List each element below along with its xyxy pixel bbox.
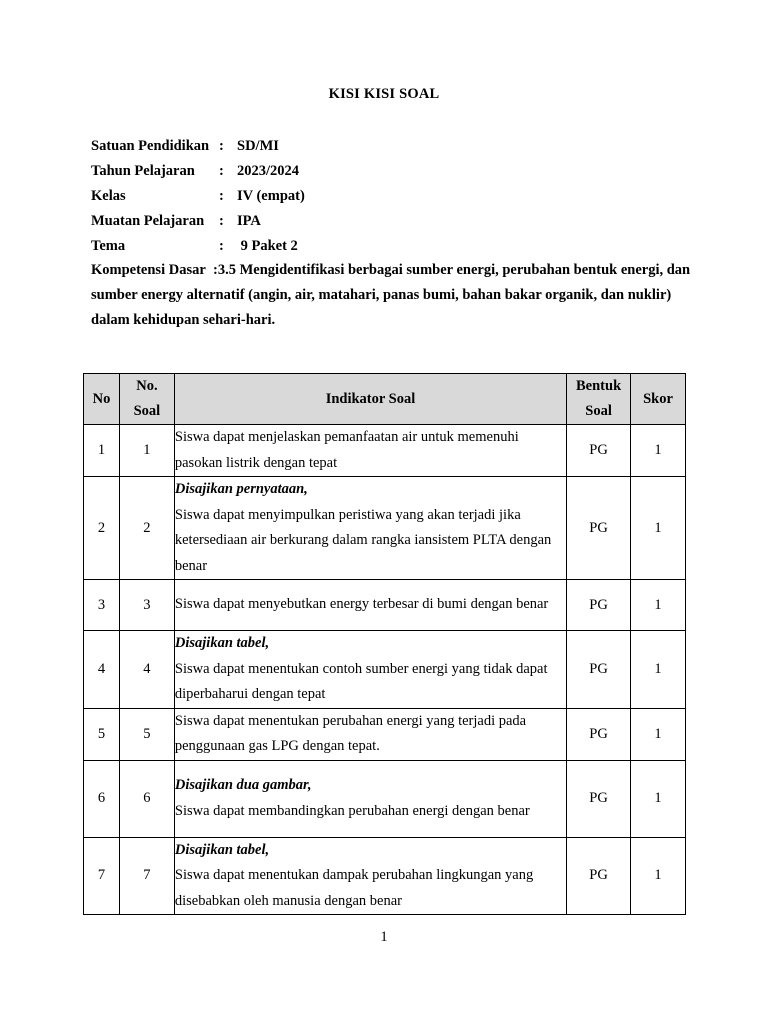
cell-bentuk: PG [567,477,631,580]
meta-label: Tema [91,238,126,254]
table-row [84,708,686,760]
cell-indikator [174,631,566,709]
cell-indikator [174,837,566,915]
header-bentuk-soal [567,374,631,425]
kompetensi-label: Kompetensi Dasar [91,262,206,278]
table-row [84,477,686,580]
cell-skor: 1 [631,477,686,580]
indikator-intro: Disajikan tabel, [174,635,270,651]
kompetensi-text: :3.5 Mengidentifikasi berbagai sumber energi, perubahan bentuk energi, dan sumber energy alternatif (angin, air, matahari, panas bumi, bahan bakar organik, dan nuklir) dalam kehidupan sehari-hari. [91,262,691,328]
indikator-text: Siswa dapat menyimpulkan peristiwa yang akan terjadi jika ketersediaan air berkurang dalam rangka iansistem PLTA dengan benar [174,506,552,574]
meta-value: SD/MI [237,138,279,154]
cell-indikator [174,425,566,477]
cell-no: 4 [84,631,120,709]
cell-no: 3 [84,580,120,631]
meta-row-kelas [91,184,305,209]
cell-no-soal: 3 [119,580,174,631]
indikator-text: Siswa dapat menentukan perubahan energi yang terjadi pada penggunaan gas LPG dengan tepat. [174,712,527,754]
kisi-kisi-table [83,373,686,915]
header-skor: Skor [631,374,686,425]
meta-label: Tahun Pelajaran [91,163,195,179]
cell-indikator [174,580,566,631]
cell-indikator [174,760,566,837]
indikator-intro: Disajikan dua gambar, [174,777,312,793]
indikator-intro: Disajikan tabel, [174,841,270,858]
meta-row-satuan [91,134,305,159]
metadata-block [91,134,305,259]
header-no-soal-line2: Soal [133,403,161,419]
indikator-text: Siswa dapat menyebutkan energy terbesar di bumi dengan benar [174,596,549,613]
header-bentuk-line2: Soal [585,403,612,419]
cell-bentuk: PG [567,837,631,915]
cell-bentuk: PG [567,631,631,709]
meta-colon: : [219,138,224,154]
cell-no: 1 [84,425,120,477]
cell-skor: 1 [631,631,686,709]
cell-bentuk: PG [567,708,631,760]
indikator-text: Siswa dapat menjelaskan pemanfaatan air untuk memenuhi pasokan listrik dengan tepat [174,429,519,471]
cell-no-soal: 2 [119,477,174,580]
document-title: KISI KISI SOAL [328,86,440,102]
table-row [84,580,686,631]
cell-no-soal: 4 [119,631,174,709]
table-row [84,425,686,477]
header-indikator: Indikator Soal [174,374,566,425]
page-number: 1 [380,929,388,945]
cell-bentuk: PG [567,580,631,631]
indikator-text: Siswa dapat membandingkan perubahan energi dengan benar [174,802,530,819]
meta-label: Satuan Pendidikan [91,138,210,154]
cell-skor: 1 [631,425,686,477]
cell-no-soal: 7 [119,837,174,915]
cell-bentuk: PG [567,425,631,477]
cell-indikator [174,477,566,580]
table-row [84,837,686,915]
meta-value: 9 Paket 2 [237,238,298,254]
header-bentuk-line1: Bentuk [576,378,622,394]
cell-no-soal: 1 [119,425,174,477]
cell-no: 5 [84,708,120,760]
cell-no: 2 [84,477,120,580]
table-row [84,631,686,709]
cell-indikator [174,708,566,760]
header-no-soal-line1: No. [136,378,158,394]
indikator-text: Siswa dapat menentukan dampak perubahan lingkungan yang disebabkan oleh manusia dengan benar [174,867,534,909]
meta-row-tahun [91,159,305,184]
kompetensi-dasar [91,258,691,333]
meta-label: Kelas [91,188,126,204]
meta-colon: : [219,238,224,254]
meta-colon: : [219,213,224,229]
header-no: No [84,374,120,425]
cell-no-soal: 5 [119,708,174,760]
cell-bentuk: PG [567,760,631,837]
meta-value: IPA [237,213,261,229]
table-header-row [84,374,686,425]
meta-label: Muatan Pelajaran [91,213,205,229]
cell-no: 7 [84,837,120,915]
meta-value: 2023/2024 [237,163,300,179]
cell-no: 6 [84,760,120,837]
cell-skor: 1 [631,760,686,837]
cell-skor: 1 [631,580,686,631]
indikator-intro: Disajikan pernyataan, [174,481,308,497]
meta-value: IV (empat) [237,188,305,204]
cell-no-soal: 6 [119,760,174,837]
meta-colon: : [219,163,224,179]
meta-row-muatan [91,209,305,234]
indikator-text: Siswa dapat menentukan contoh sumber energi yang tidak dapat diperbaharui dengan tepat [174,660,548,702]
header-no-soal [119,374,174,425]
cell-skor: 1 [631,837,686,915]
table-row [84,760,686,837]
meta-colon: : [219,188,224,204]
cell-skor: 1 [631,708,686,760]
meta-row-tema [91,234,305,259]
